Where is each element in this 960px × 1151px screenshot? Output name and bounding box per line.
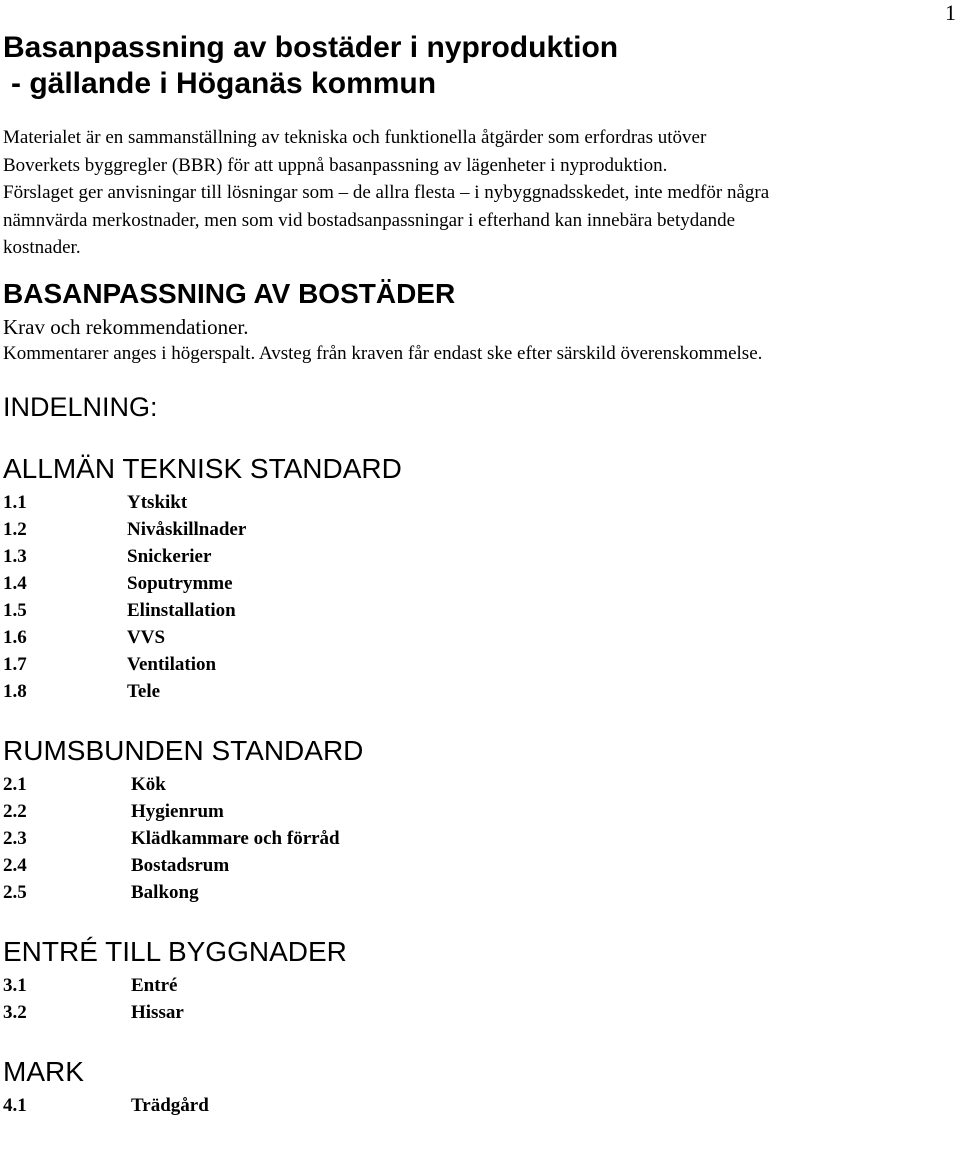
title-line-2: - gällande i Höganäs kommun: [11, 67, 437, 100]
toc-item-number: 1.8: [3, 680, 27, 702]
toc-item: [3, 597, 955, 624]
toc-item: [3, 771, 955, 798]
toc-item-label: Entré: [131, 974, 178, 996]
section-heading-allman-teknisk-standard: ALLMÄN TEKNISK STANDARD: [3, 452, 402, 484]
toc-item-label: VVS: [127, 626, 166, 648]
indelning-heading: INDELNING:: [3, 391, 158, 422]
toc-item-label: Bostadsrum: [131, 854, 230, 876]
toc-item-label: Hygienrum: [131, 800, 224, 822]
toc-item-label: Kök: [131, 773, 166, 795]
toc-item: [3, 489, 955, 516]
toc-item-number: 2.5: [3, 881, 27, 903]
toc-list-section-3: [3, 972, 955, 1026]
basanpassning-heading: BASANPASSNING AV BOSTÄDER: [3, 277, 456, 309]
toc-item-label: Balkong: [131, 881, 199, 903]
toc-item: [3, 825, 955, 852]
toc-item-number: 2.1: [3, 773, 27, 795]
toc-item: [3, 678, 955, 705]
toc-item-label: Tele: [127, 680, 161, 702]
toc-list-section-1: [3, 489, 955, 705]
document-body: [3, 30, 955, 1119]
toc-item: [3, 852, 955, 879]
toc-item-number: 3.2: [3, 1001, 27, 1023]
toc-item-label: Hissar: [131, 1001, 184, 1023]
toc-item-label: Ytskikt: [127, 491, 188, 513]
toc-item-number: 1.6: [3, 626, 27, 648]
toc-item-label: Klädkammare och förråd: [131, 827, 340, 849]
toc-item-number: 3.1: [3, 974, 27, 996]
toc-item-label: Elinstallation: [127, 599, 236, 621]
toc-item: [3, 570, 955, 597]
toc-item-label: Soputrymme: [127, 572, 233, 594]
toc-item-label: Nivåskillnader: [127, 518, 247, 540]
toc-item-number: 1.2: [3, 518, 27, 540]
section-heading-entre-till-byggnader: ENTRÉ TILL BYGGNADER: [3, 935, 347, 967]
intro-line-5: kostnader.: [3, 237, 81, 258]
toc-item-label: Snickerier: [127, 545, 212, 567]
toc-item: [3, 879, 955, 906]
document-title: [3, 30, 955, 102]
section-heading-rumsbunden-standard: RUMSBUNDEN STANDARD: [3, 734, 364, 766]
toc-item-label: Trädgård: [131, 1094, 209, 1116]
toc-item-number: 1.5: [3, 599, 27, 621]
toc-item-number: 4.1: [3, 1094, 27, 1116]
toc-item-number: 1.7: [3, 653, 27, 675]
toc-item: [3, 798, 955, 825]
toc-list-section-2: [3, 771, 955, 906]
page-number: 1: [945, 0, 956, 25]
toc-item-number: 1.3: [3, 545, 27, 567]
toc-item-number: 1.1: [3, 491, 27, 513]
toc-list-section-4: [3, 1092, 955, 1119]
toc-item: [3, 972, 955, 999]
intro-line-1: Materialet är en sammanställning av tekniska och funktionella åtgärder som erfordras utöver: [3, 127, 707, 148]
basanpassning-subtitle: Krav och rekommendationer.: [3, 314, 249, 339]
toc-item: [3, 624, 955, 651]
toc-item-label: Ventilation: [127, 653, 217, 675]
toc-item: [3, 1092, 955, 1119]
basanpassning-note: Kommentarer anges i högerspalt. Avsteg från kraven får endast ske efter särskild överenskommelse.: [3, 342, 763, 364]
toc-item: [3, 543, 955, 570]
toc-item: [3, 651, 955, 678]
intro-line-4: nämnvärda merkostnader, men som vid bostadsanpassningar i efterhand kan innebära betydande: [3, 209, 736, 231]
intro-line-2: Boverkets byggregler (BBR) för att uppnå basanpassning av lägenheter i nyproduktion.: [3, 154, 668, 176]
toc-item-number: 2.2: [3, 800, 27, 822]
title-line-1: Basanpassning av bostäder i nyproduktion: [3, 31, 619, 64]
toc-item-number: 1.4: [3, 572, 27, 594]
intro-paragraph: [3, 124, 955, 262]
toc-item-number: 2.4: [3, 854, 27, 876]
intro-line-3: Förslaget ger anvisningar till lösningar som – de allra flesta – i nybyggnadsskedet, inte medför några: [3, 182, 770, 203]
section-heading-mark: MARK: [3, 1055, 84, 1087]
toc-item: [3, 516, 955, 543]
toc-item: [3, 999, 955, 1026]
toc-item-number: 2.3: [3, 827, 27, 849]
